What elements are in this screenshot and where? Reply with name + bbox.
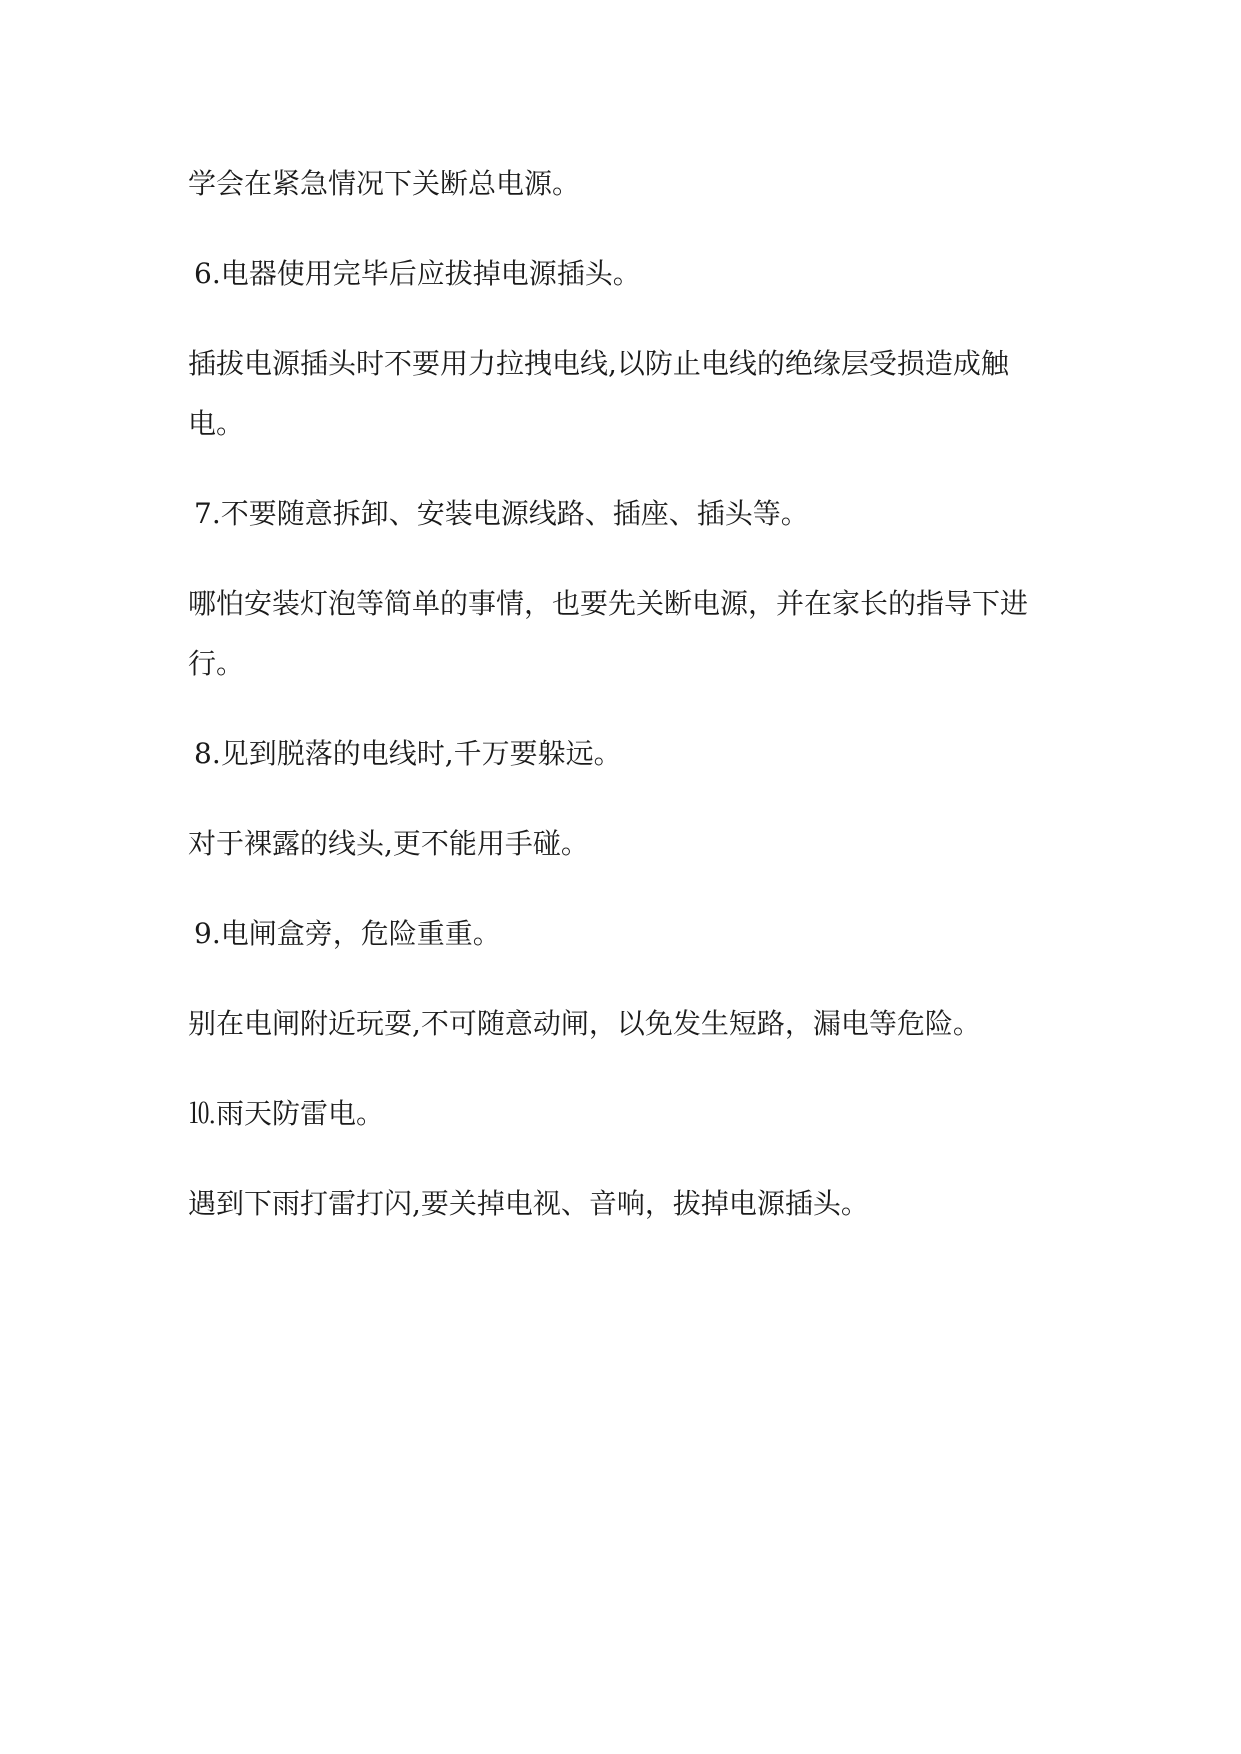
- list-item-8-heading: 8.见到脱落的电线时,千万要躲远。: [194, 737, 622, 770]
- text-line-install-detail: 哪怕安装灯泡等简单的事情，也要先关断电源，并在家长的指导下进: [188, 587, 1029, 620]
- list-item-10-heading: ⒑雨天防雷电。: [188, 1097, 385, 1130]
- text-line-thunder-detail: 遇到下雨打雷打闪,要关掉电视、音响，拔掉电源插头。: [188, 1187, 869, 1220]
- list-item-7-heading: 7.不要随意拆卸、安装电源线路、插座、插头等。: [194, 497, 809, 530]
- text-line-wire-detail: 对于裸露的线头,更不能用手碰。: [188, 827, 589, 860]
- text-line-install-detail-cont: 行。: [188, 647, 245, 680]
- text-line-unplug-detail-cont: 电。: [188, 407, 245, 440]
- text-line-unplug-detail: 插拔电源插头时不要用力拉拽电线,以防止电线的绝缘层受损造成触: [188, 347, 1009, 380]
- text-line-switchbox-detail: 别在电闸附近玩耍,不可随意动闸，以免发生短路，漏电等危险。: [188, 1007, 981, 1040]
- text-line-emergency-power: 学会在紧急情况下关断总电源。: [188, 167, 581, 200]
- list-item-6-heading: 6.电器使用完毕后应拔掉电源插头。: [194, 257, 641, 290]
- list-item-9-heading: 9.电闸盒旁，危险重重。: [194, 917, 501, 950]
